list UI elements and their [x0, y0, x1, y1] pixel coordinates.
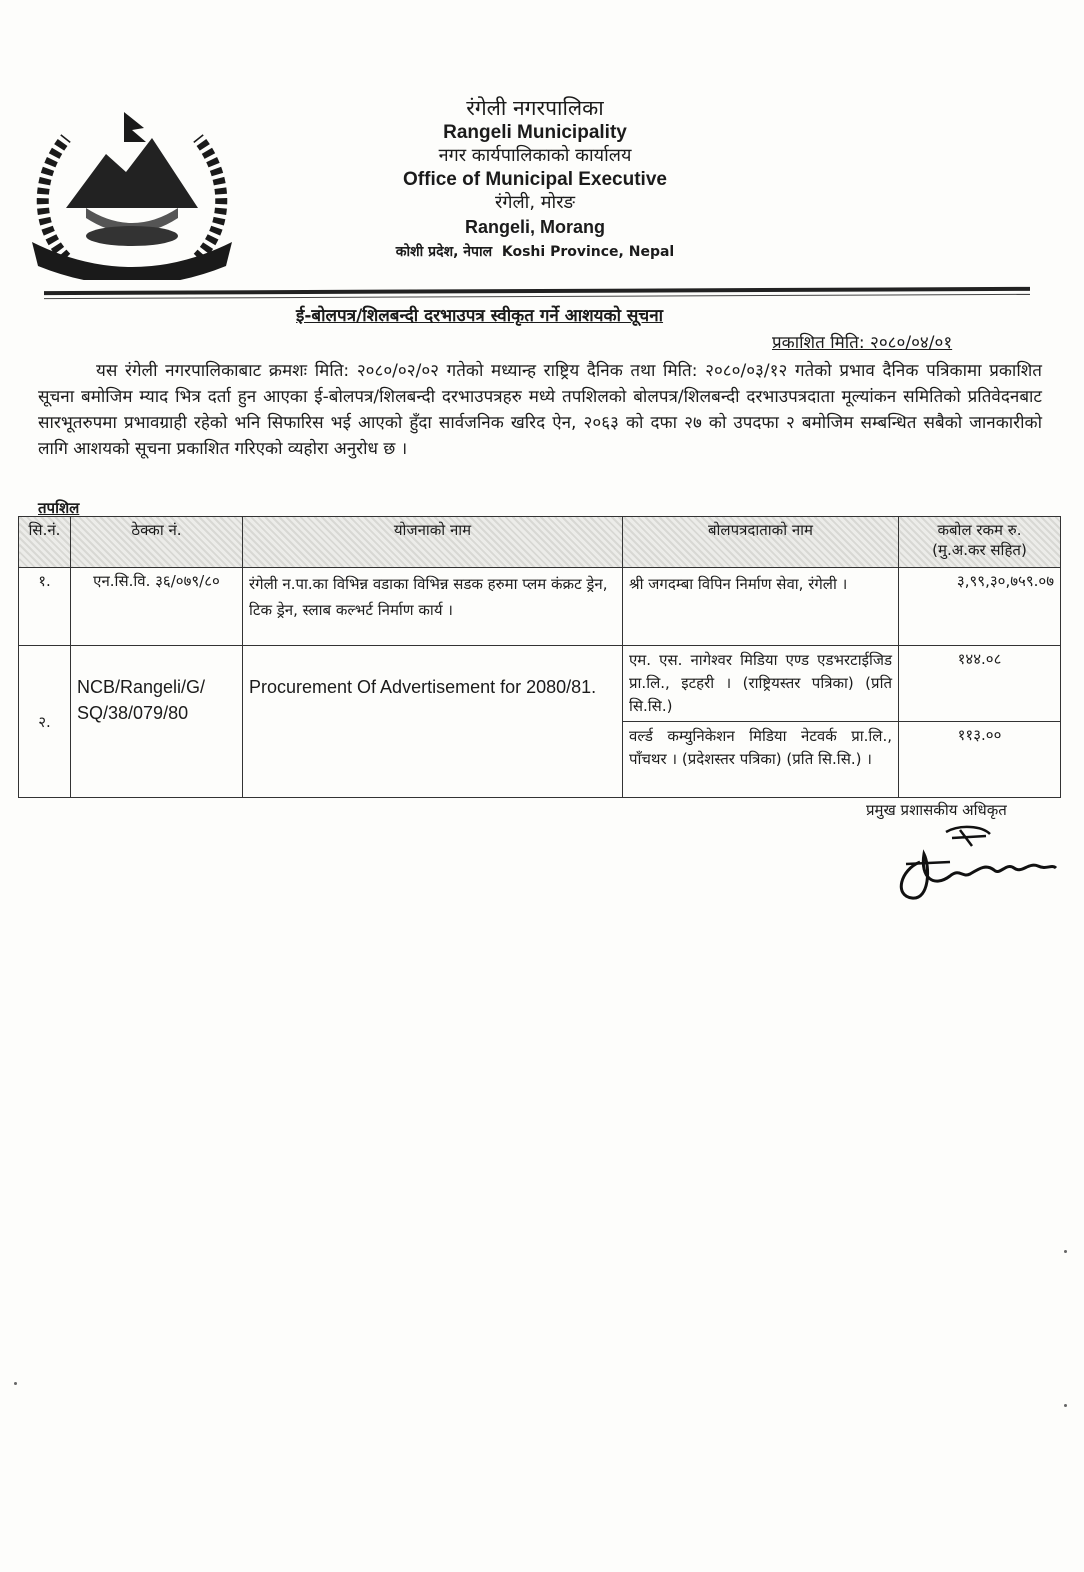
- location-en: Rangeli, Morang: [464, 217, 605, 238]
- table-row: [19, 568, 1061, 646]
- scan-speck: [14, 1382, 17, 1385]
- amount-header-label: कबोल रकम रु.: [937, 521, 1022, 539]
- office-name-en: Office of Municipal Executive: [403, 168, 667, 190]
- row-bidder: एम. एस. नागेश्वर मिडिया एण्ड एडभरटाईजिड प्रा.लि., इटहरी । (राष्ट्रियस्तर पत्रिका) (प्रति सि.सि.): [623, 646, 899, 722]
- signature-icon: [890, 818, 1060, 904]
- scan-speck: [1064, 1250, 1067, 1253]
- province-line: [330, 244, 740, 260]
- col-header-sn: सि.नं.: [19, 517, 71, 568]
- mountain-icon: [66, 138, 198, 208]
- row-sn: २.: [19, 646, 71, 798]
- row-sn: १.: [19, 568, 71, 646]
- notice-title: ई-बोलपत्र/शिलबन्दी दरभाउपत्र स्वीकृत गर्ने आशयको सूचना: [296, 306, 664, 326]
- row-contract-no: NCB/Rangeli/G/ SQ/38/079/80: [71, 646, 243, 798]
- col-header-contract: ठेक्का नं.: [71, 517, 243, 568]
- published-date: प्रकाशित मिति: २०८०/०४/०१: [772, 333, 953, 353]
- province-en: Koshi Province, Nepal: [501, 243, 675, 260]
- row-amount: ११३.००: [899, 722, 1061, 798]
- municipality-name-np: रंगेली नगरपालिका: [466, 96, 604, 120]
- flag-icon: [124, 112, 146, 142]
- emblem-logo: [26, 108, 238, 280]
- row-bidder: श्री जगदम्बा विपिन निर्माण सेवा, रंगेली ।: [623, 568, 899, 646]
- amount-header-note: (मु.अ.कर सहित): [932, 541, 1027, 559]
- row-amount: ३,९९,३०,७५९.०७: [899, 568, 1061, 646]
- scan-speck: [1064, 1404, 1067, 1407]
- row-project: Procurement Of Advertisement for 2080/81.: [243, 646, 623, 798]
- signatory-title: प्रमुख प्रशासकीय अधिकृत: [866, 801, 1007, 819]
- row-contract-no: एन.सि.वि. ३६/०७९/८०: [71, 568, 243, 646]
- table-row: [19, 646, 1061, 722]
- row-project: रंगेली न.पा.का विभिन्न वडाका विभिन्न सडक हरुमा प्लम कंक्रट ड्रेन, टिक ड्रेन, स्लाब कल्भर्ट निर्माण कार्य ।: [243, 568, 623, 646]
- details-label: तपशिल: [38, 499, 80, 517]
- notice-body: यस रंगेली नगरपालिकाबाट क्रमशः मिति: २०८०/०२/०२ गतेको मध्यान्ह राष्ट्रिय दैनिक तथा मिति: २०८०/०३/१२ गतेको प्रभाव दैनिक पत्रिकामा प्रकाशित सूचना बमोजिम म्याद भित्र दर्ता हुन आएका ई-बोलपत्र/शिलबन्दी दरभाउपत्रहरु मध्ये तपशिलको बोलपत्र/शिलबन्दी दरभाउपत्रदाता मूल्यांकन समितिको प्रतिवेदनबाट सारभूतरुपमा प्रभावग्राही रहेको भनि सिफारिस भई आएको हुँदा सार्वजनिक खरिद ऐन, २०६३ को दफा २७ को उपदफा २ बमोजिम सम्बन्धित सबैको जानकारीको लागि आशयको सूचना प्रकाशित गरिएको व्यहोरा अनुरोध छ ।: [38, 361, 1042, 459]
- province-np: कोशी प्रदेश, नेपाल: [395, 243, 493, 260]
- col-header-bidder: बोलपत्रदाताको नाम: [623, 517, 899, 568]
- location-np: रंगेली, मोरङ: [494, 191, 576, 213]
- row-amount: १४४.०८: [899, 646, 1061, 722]
- row-bidder: वर्ल्ड कम्युनिकेशन मिडिया नेटवर्क प्रा.लि., पाँचथर । (प्रदेशस्तर पत्रिका) (प्रति सि.सि.) ।: [623, 722, 899, 798]
- col-header-amount: [899, 517, 1061, 568]
- letterhead: [330, 96, 740, 260]
- office-name-np: नगर कार्यपालिकाको कार्यालय: [438, 144, 632, 166]
- award-table: [18, 516, 1061, 798]
- col-header-project: योजनाको नाम: [243, 517, 623, 568]
- municipality-name-en: Rangeli Municipality: [443, 122, 627, 144]
- header-divider-thin: [44, 294, 1030, 299]
- table-header-row: [19, 517, 1061, 568]
